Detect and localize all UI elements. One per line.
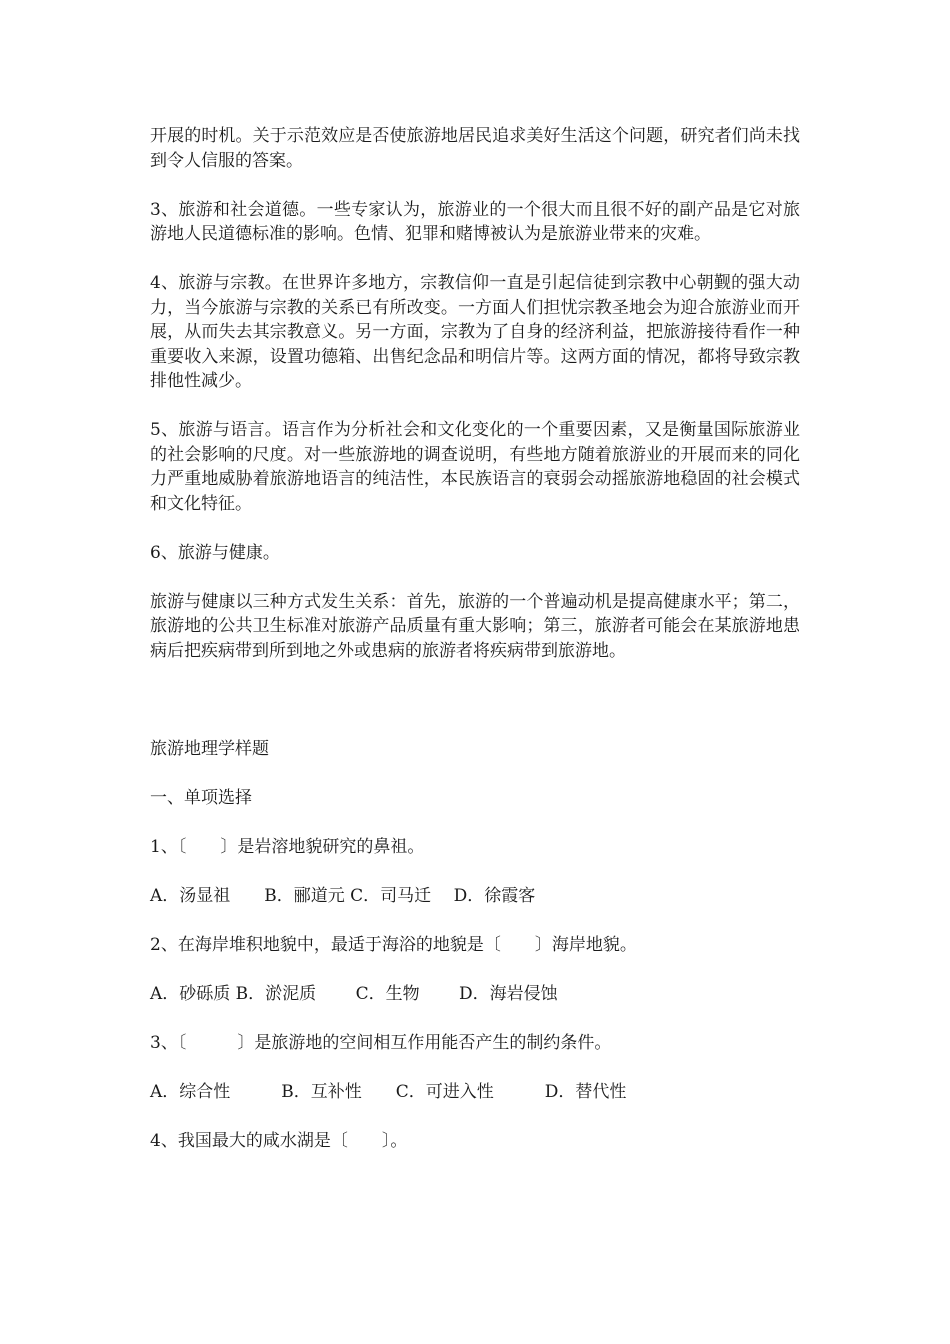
paragraph-tourism-health: 旅游与健康以三种方式发生关系：首先，旅游的一个普遍动机是提高健康水平；第二，旅游地的公共卫生标准对旅游产品质量有重大影响；第三，旅游者可能会在某旅游地患病后把疾病带到所到地之外或患病的旅游者将疾病带到旅游地。 [150,591,800,661]
question-1: 1、〔 〕是岩溶地貌研究的鼻祖。 [150,836,425,857]
paragraph-tourism-health-heading: 6、旅游与健康。 [150,542,280,563]
exam-section-heading: 一、单项选择 [150,787,252,808]
exam-title: 旅游地理学样题 [150,738,269,759]
section-gap [150,688,800,737]
question-3: 3、〔 〕是旅游地的空间相互作用能否产生的制约条件。 [150,1032,612,1053]
paragraph-tourism-language: 5、旅游与语言。语言作为分析社会和文化变化的一个重要因素，又是衡量国际旅游业的社会影响的尺度。对一些旅游地的调查说明，有些地方随着旅游业的开展而来的同化力严重地威胁着旅游地语言的纯洁性，本民族语言的衰弱会动摇旅游地稳固的社会模式和文化特征。 [150,420,800,514]
question-2-options: A．砂砾质 B．淤泥质 C．生物 D．海岩侵蚀 [150,983,558,1004]
question-2: 2、在海岸堆积地貌中，最适于海浴的地貌是〔 〕海岸地貌。 [150,934,637,955]
document-page [150,124,800,1178]
paragraph-tourism-morality: 3、旅游和社会道德。一些专家认为，旅游业的一个很大而且很不好的副产品是它对旅游地人民道德标准的影响。色情、犯罪和赌博被认为是旅游业带来的灾难。 [150,199,800,244]
question-1-options: A．汤显祖 B．郦道元 C．司马迁 D．徐霞客 [150,885,536,906]
question-4: 4、我国最大的咸水湖是〔 〕。 [150,1130,408,1151]
paragraph-demonstration-effect: 开展的时机。关于示范效应是否使旅游地居民追求美好生活这个问题，研究者们尚未找到令人信服的答案。 [150,126,800,171]
question-3-options: A．综合性 B．互补性 C．可进入性 D．替代性 [150,1081,627,1102]
paragraph-tourism-religion: 4、旅游与宗教。在世界许多地方，宗教信仰一直是引起信徒到宗教中心朝觐的强大动力，当今旅游与宗教的关系已有所改变。一方面人们担忧宗教圣地会为迎合旅游业而开展，从而失去其宗教意义。另一方面，宗教为了自身的经济利益，把旅游接待看作一种重要收入来源，设置功德箱、出售纪念品和明信片等。这两方面的情况，都将导致宗教排他性减少。 [150,273,800,391]
